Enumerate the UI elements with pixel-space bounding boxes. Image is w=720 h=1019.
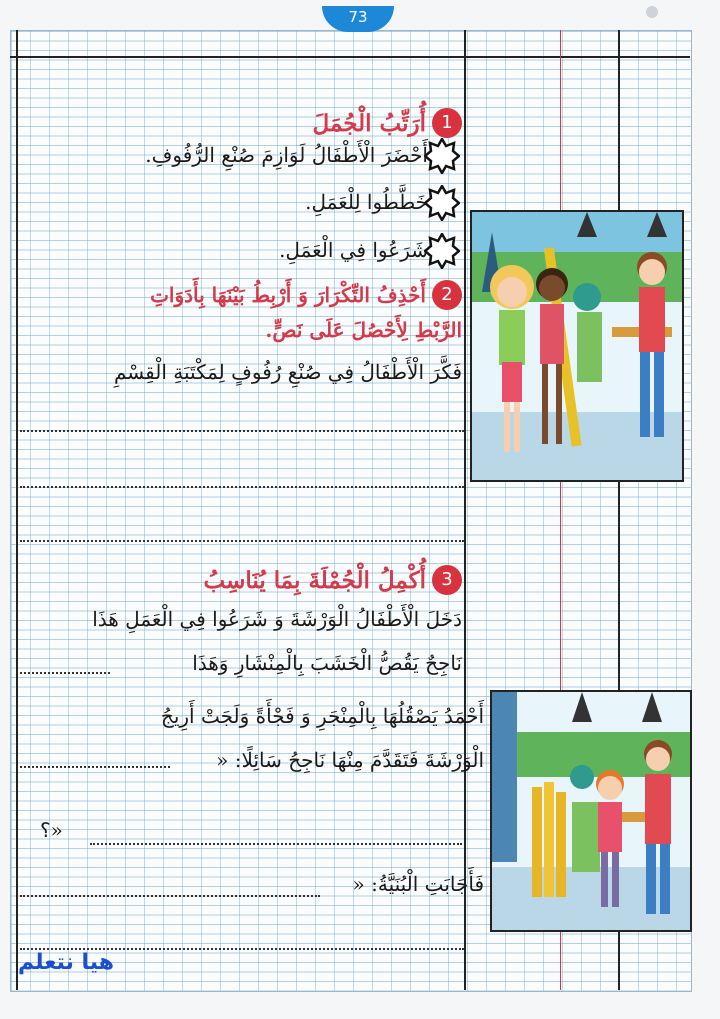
exercise1-item: شَرَعُوا فِي الْعَمَلِ.	[279, 238, 428, 262]
top-rule	[10, 56, 690, 58]
fill-blank-line	[20, 895, 320, 897]
left-margin-rule	[16, 30, 18, 990]
answer-line	[20, 430, 464, 432]
exercise2-title-line1: أَحْذِفُ التِّكْرَارَ وَ أَرْبِطُ بَيْنَهَا بِأَدَوَاتِ	[150, 283, 426, 307]
exercise1-title: أُرَتِّبُ الْجُمَلَ	[312, 109, 426, 137]
exercise3-line: الْوَرْشَةَ فَتَقَدَّمَ مِنْهَا نَاجِحُ سَائِلًا: «	[216, 748, 484, 772]
page-number: 73	[322, 6, 394, 32]
answer-line	[20, 486, 464, 488]
star-bullet-icon	[424, 185, 460, 221]
exercise2-number: 2	[432, 280, 462, 310]
exercise3-line: فَأَجَابَتِ الْبُنَيَّةُ: «	[352, 872, 484, 896]
exercise3-line: أَحْمَدُ يَصْقُلُهَا بِالْمِنْجَرِ وَ فَجْأَةً وَلَجَتْ أَرِيجُ	[160, 704, 484, 728]
fill-blank-line	[90, 843, 462, 845]
fill-blank-line	[20, 766, 170, 768]
exercise3-title: أُكْمِلُ الْجُمْلَةَ بِمَا يُنَاسِبُ	[203, 566, 426, 594]
column-rule	[464, 30, 466, 990]
exercise1-item: أَحْضَرَ الْأَطْفَالُ لَوَازِمَ صُنْعِ الرُّفُوفِ.	[145, 143, 428, 167]
exercise3-heading	[204, 565, 462, 595]
exercise3-number: 3	[432, 565, 462, 595]
exercise3-line: دَخَلَ الْأَطْفَالُ الْوَرْشَةَ وَ شَرَعُوا فِي الْعَمَلِ هَذَا	[92, 607, 462, 631]
exercise3-line: نَاجِحٌ يَقُصُّ الْخَشَبَ بِالْمِنْشَارِ وَهَذَا	[192, 651, 462, 675]
exercise1-heading	[313, 108, 462, 138]
star-bullet-icon	[424, 233, 460, 269]
brand-footer: هيا نتعلم	[18, 950, 115, 975]
exercise1-item: خَطَّطُوا لِلْعَمَلِ.	[305, 190, 428, 214]
fill-blank-line	[20, 672, 110, 674]
answer-line	[20, 540, 464, 542]
corner-dot	[646, 6, 658, 18]
exercise2-heading	[150, 280, 462, 310]
workshop-children-illustration	[470, 210, 684, 482]
workshop-saw-illustration	[490, 690, 692, 932]
exercise2-text: فَكَّرَ الْأَطْفَالُ فِي صُنْعِ رُفُوفٍ لِمَكْتَبَةِ الْقِسْمِ	[114, 360, 462, 384]
exercise3-line: ؟»	[40, 818, 63, 842]
exercise2-title-line2: الرَّبْطِ لِأَحْصُلَ عَلَى نَصٍّ.	[265, 318, 462, 342]
star-bullet-icon	[424, 138, 460, 174]
exercise1-number: 1	[432, 108, 462, 138]
